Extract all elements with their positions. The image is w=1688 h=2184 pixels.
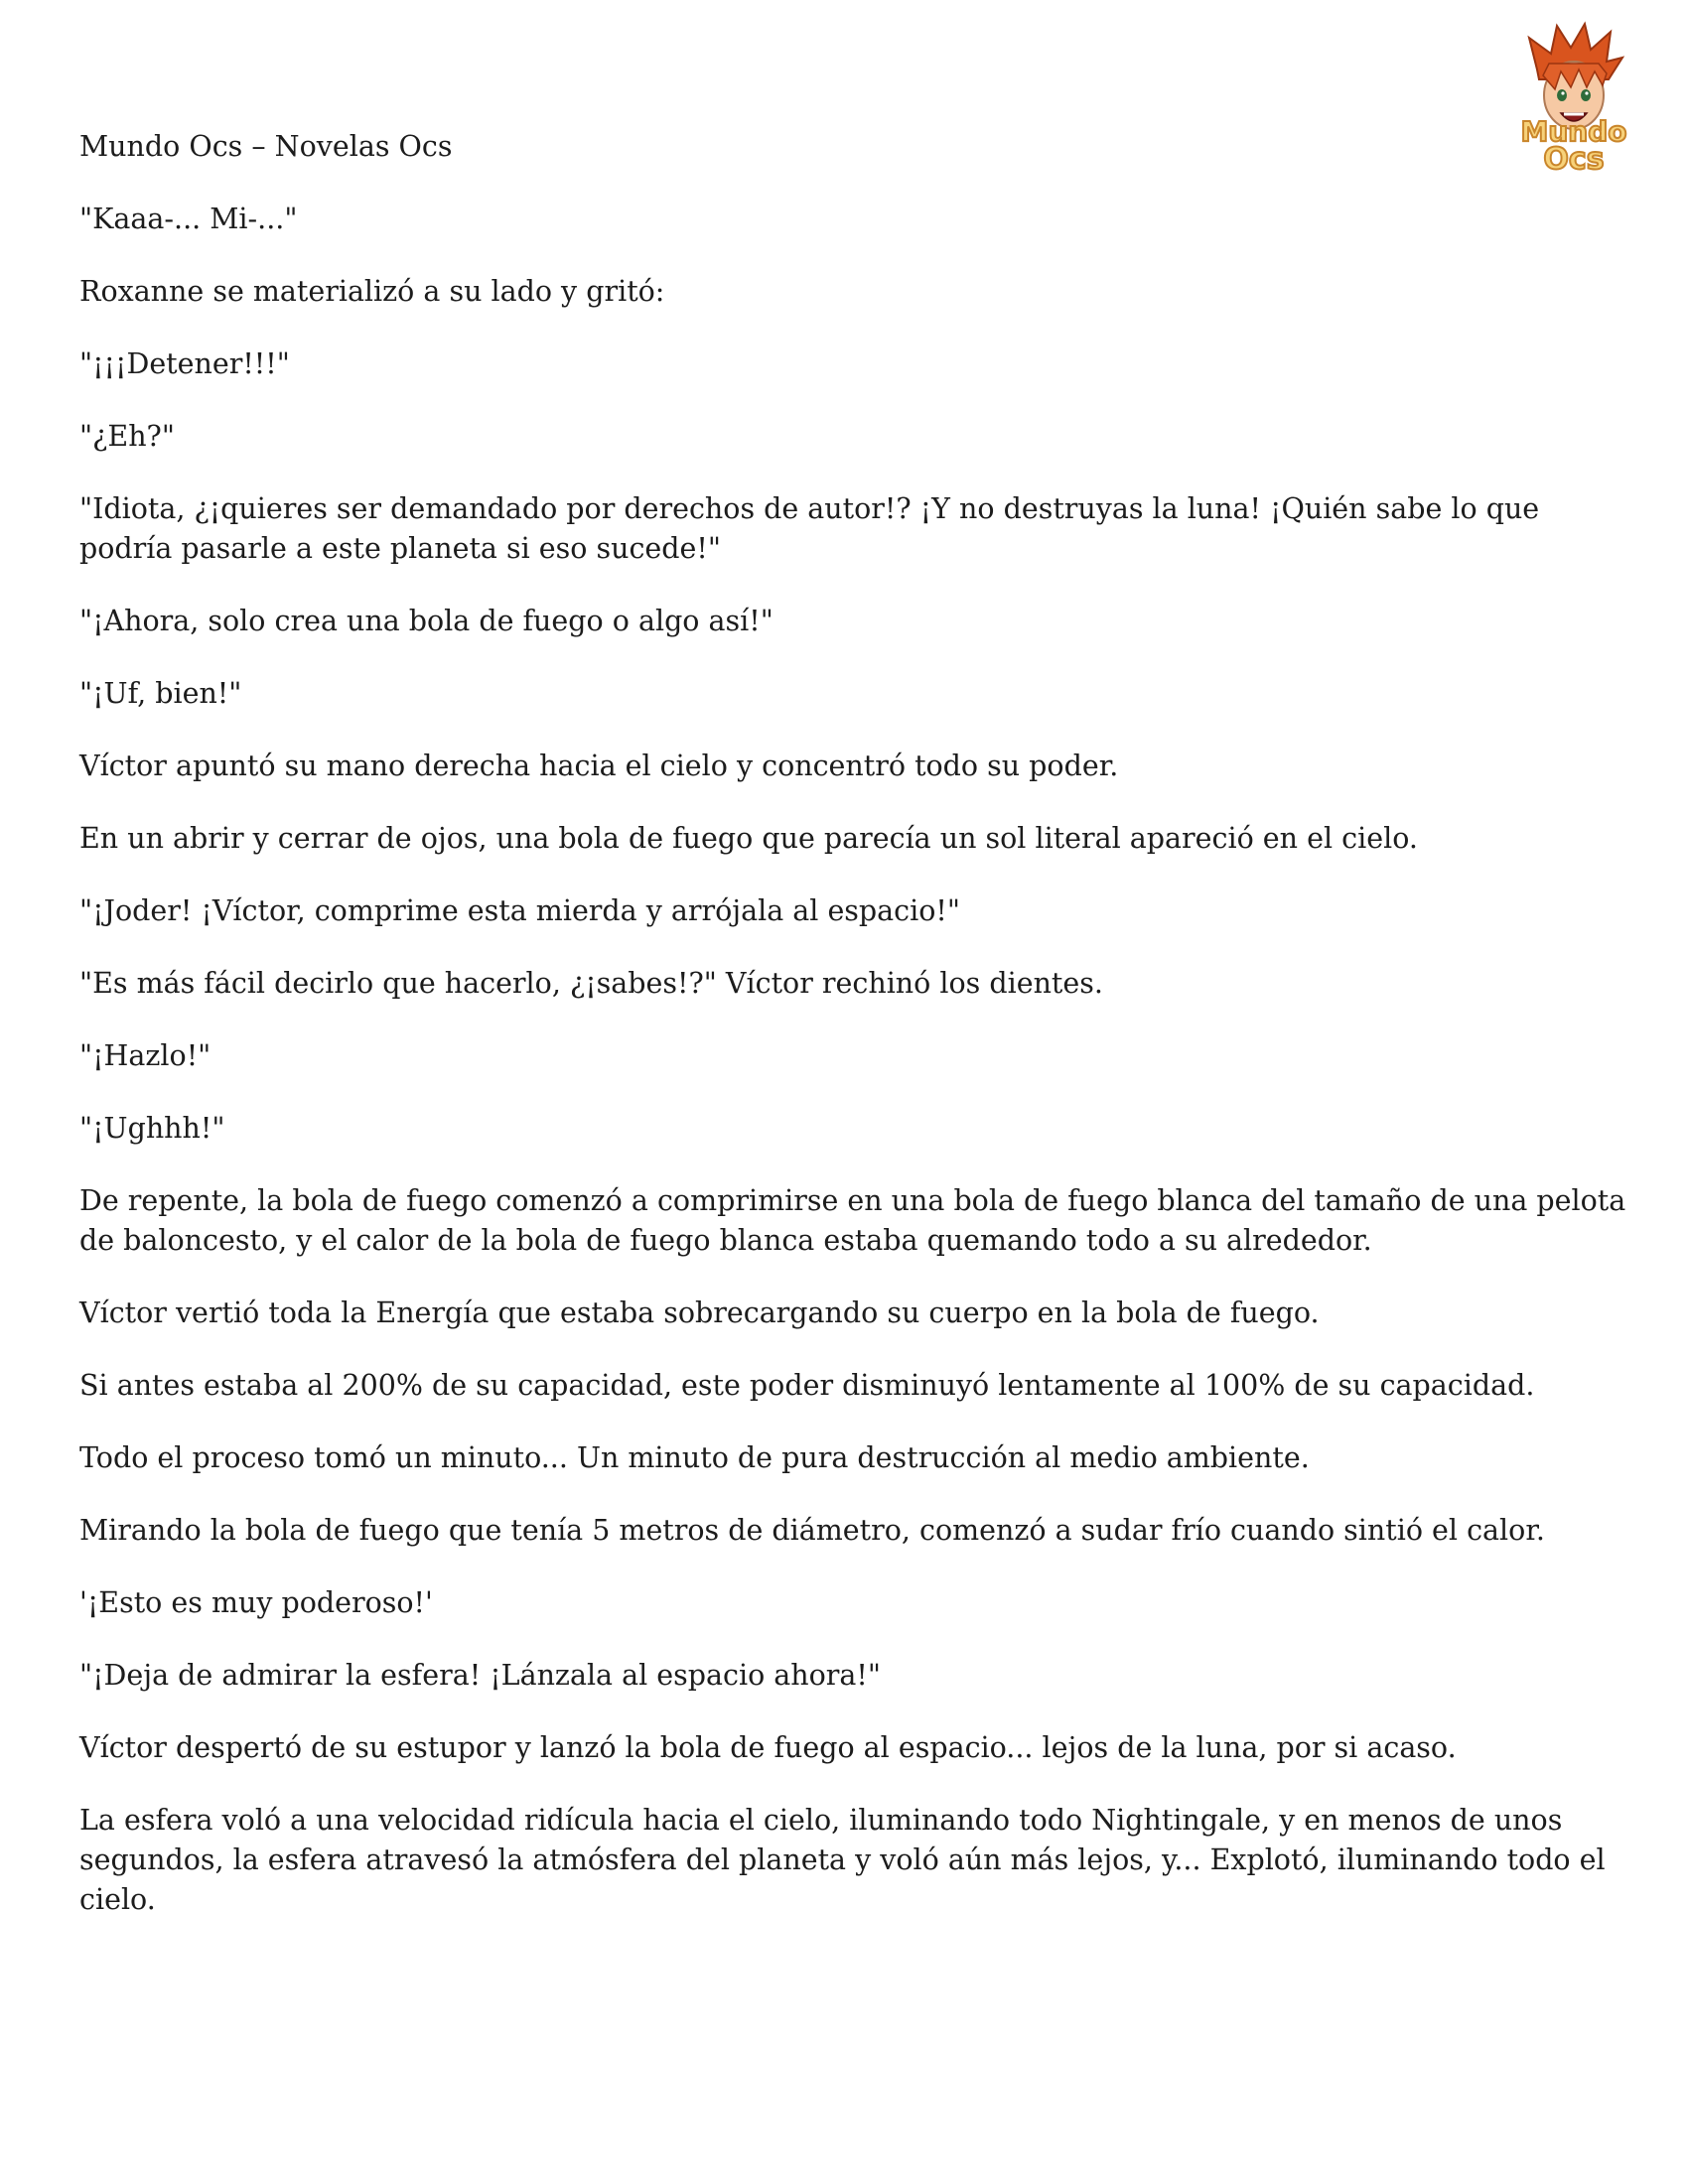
document-header: Mundo Ocs – Novelas Ocs (79, 130, 453, 163)
paragraph: "Idiota, ¿¡quieres ser demandado por derechos de autor!? ¡Y no destruyas la luna! ¡Quién sabe lo que podría pasarle a este planeta si eso sucede!" (79, 492, 1540, 565)
paragraph: "Es más fácil decirlo que hacerlo, ¿¡sabes!?" Víctor rechinó los dientes. (79, 967, 1103, 1000)
paragraph: Roxanne se materializó a su lado y gritó: (79, 275, 665, 308)
paragraph: "¡Hazlo!" (79, 1039, 211, 1072)
paragraph: "¡Joder! ¡Víctor, comprime esta mierda y arrójala al espacio!" (79, 894, 960, 927)
paragraph: En un abrir y cerrar de ojos, una bola de fuego que parecía un sol literal apareció en el cielo. (79, 822, 1418, 855)
paragraph: '¡Esto es muy poderoso!' (79, 1586, 433, 1619)
logo-text-line1: Mundo (1520, 115, 1627, 148)
paragraph: Todo el proceso tomó un minuto... Un minuto de pura destrucción al medio ambiente. (79, 1441, 1310, 1474)
paragraph: Si antes estaba al 200% de su capacidad, este poder disminuyó lentamente al 100% de su capacidad. (79, 1369, 1535, 1402)
paragraph: "¡Uf, bien!" (79, 677, 242, 710)
paragraph: Mirando la bola de fuego que tenía 5 metros de diámetro, comenzó a sudar frío cuando sintió el calor. (79, 1514, 1545, 1547)
paragraph: Víctor apuntó su mano derecha hacia el cielo y concentró todo su poder. (79, 750, 1119, 782)
logo-text-line2: Ocs (1543, 142, 1605, 177)
paragraph: "¡¡¡Detener!!!" (79, 347, 290, 380)
paragraph: La esfera voló a una velocidad ridícula hacia el cielo, iluminando todo Nightingale, y en menos de unos segundos, la esfera atravesó la atmósfera del planeta y voló aún más lejos, y... Explotó, iluminando todo el cielo. (79, 1804, 1606, 1916)
paragraph: "¡Deja de admirar la esfera! ¡Lánzala al espacio ahora!" (79, 1659, 881, 1692)
paragraph: Víctor vertió toda la Energía que estaba sobrecargando su cuerpo en la bola de fuego. (79, 1297, 1320, 1329)
paragraph: De repente, la bola de fuego comenzó a comprimirse en una bola de fuego blanca del tamaño de una pelota de baloncesto, y el calor de la bola de fuego blanca estaba quemando todo a su alrededor. (79, 1184, 1626, 1257)
paragraph: "¡Ahora, solo crea una bola de fuego o algo así!" (79, 605, 774, 637)
paragraph: "¿Eh?" (79, 420, 175, 453)
paragraph: Víctor despertó de su estupor y lanzó la bola de fuego al espacio... lejos de la luna, por si acaso. (79, 1731, 1457, 1764)
paragraph: "¡Ughhh!" (79, 1112, 225, 1145)
paragraph: "Kaaa-... Mi-..." (79, 203, 298, 235)
document-content (79, 127, 1628, 1953)
